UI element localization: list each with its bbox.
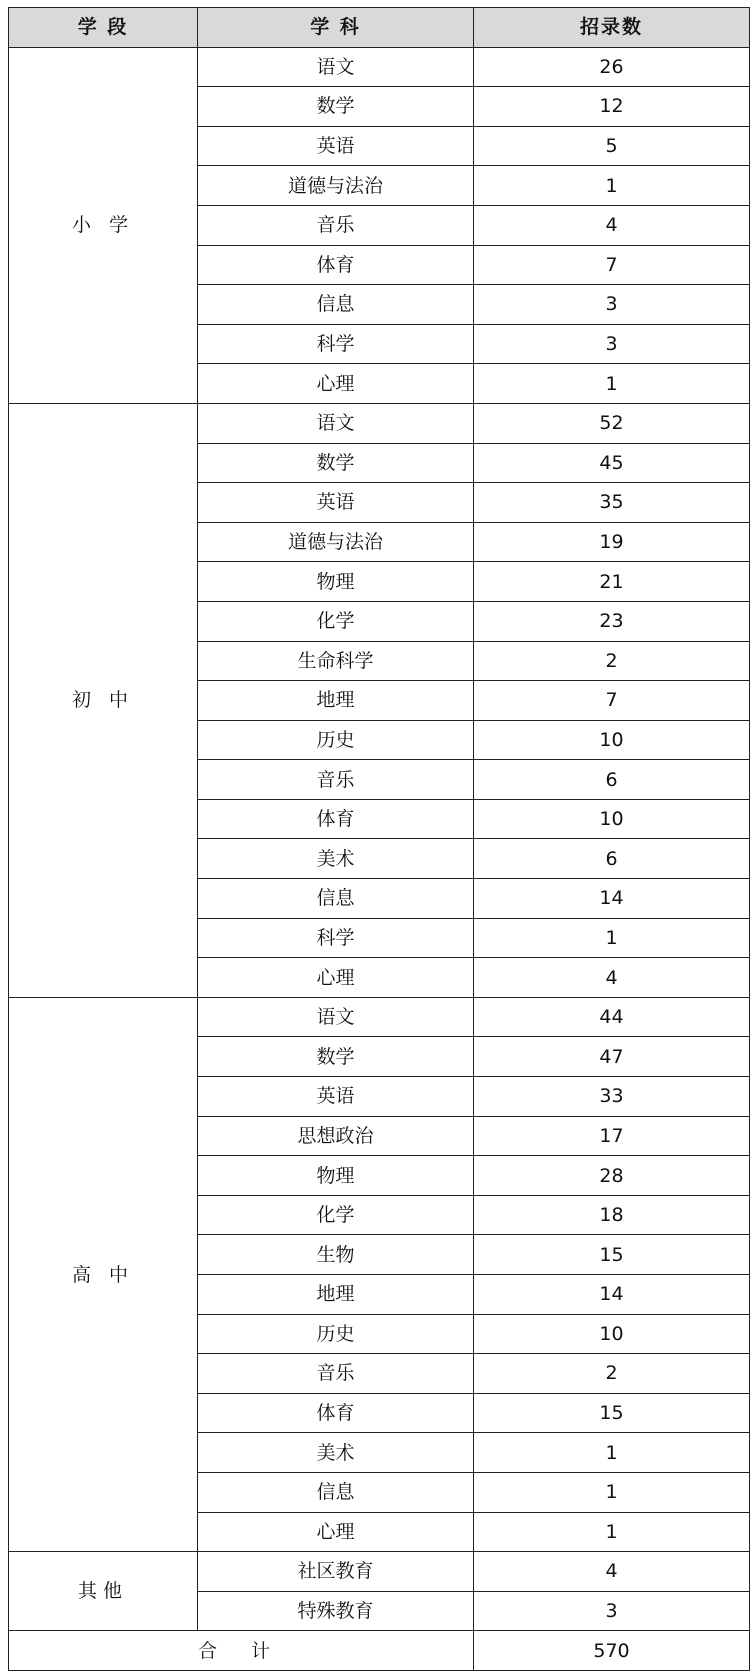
count-cell: 21: [474, 562, 750, 602]
count-cell: 4: [474, 205, 750, 245]
header-row: [9, 8, 750, 48]
total-row: [9, 1631, 750, 1671]
count-cell: 15: [474, 1235, 750, 1275]
count-cell: 4: [474, 1552, 750, 1592]
subject-cell: 地理: [198, 1275, 474, 1315]
subject-cell: 化学: [198, 601, 474, 641]
subject-cell: 科学: [198, 918, 474, 958]
subject-cell: 数学: [198, 443, 474, 483]
subject-cell: 英语: [198, 483, 474, 523]
count-cell: 52: [474, 403, 750, 443]
subject-cell: 数学: [198, 87, 474, 127]
table-body: [9, 47, 750, 1631]
subject-cell: 生命科学: [198, 641, 474, 681]
count-cell: 26: [474, 47, 750, 87]
subject-cell: 化学: [198, 1195, 474, 1235]
count-cell: 14: [474, 879, 750, 919]
subject-cell: 信息: [198, 285, 474, 325]
count-cell: 1: [474, 166, 750, 206]
total-label: 合 计: [9, 1631, 474, 1671]
subject-cell: 道德与法治: [198, 522, 474, 562]
count-cell: 14: [474, 1275, 750, 1315]
count-cell: 35: [474, 483, 750, 523]
subject-cell: 心理: [198, 1512, 474, 1552]
count-cell: 33: [474, 1077, 750, 1117]
subject-cell: 音乐: [198, 205, 474, 245]
stage-cell: 高 中: [9, 997, 198, 1551]
count-cell: 23: [474, 601, 750, 641]
count-cell: 6: [474, 760, 750, 800]
recruitment-table: [8, 7, 750, 1671]
count-cell: 1: [474, 364, 750, 404]
count-cell: 15: [474, 1393, 750, 1433]
subject-cell: 心理: [198, 364, 474, 404]
count-cell: 7: [474, 681, 750, 721]
count-cell: 10: [474, 799, 750, 839]
subject-cell: 历史: [198, 720, 474, 760]
subject-cell: 地理: [198, 681, 474, 721]
stage-cell: 小 学: [9, 47, 198, 403]
table-row: [9, 403, 750, 443]
count-cell: 2: [474, 641, 750, 681]
count-cell: 10: [474, 720, 750, 760]
count-cell: 5: [474, 126, 750, 166]
subject-cell: 语文: [198, 47, 474, 87]
count-cell: 12: [474, 87, 750, 127]
subject-cell: 物理: [198, 1156, 474, 1196]
subject-cell: 体育: [198, 245, 474, 285]
count-cell: 10: [474, 1314, 750, 1354]
subject-cell: 英语: [198, 126, 474, 166]
subject-cell: 思想政治: [198, 1116, 474, 1156]
subject-cell: 信息: [198, 1472, 474, 1512]
subject-cell: 道德与法治: [198, 166, 474, 206]
count-cell: 3: [474, 324, 750, 364]
subject-cell: 语文: [198, 403, 474, 443]
subject-cell: 美术: [198, 839, 474, 879]
subject-cell: 信息: [198, 879, 474, 919]
header-subject: 学 科: [198, 8, 474, 48]
stage-cell: 其他: [9, 1552, 198, 1631]
subject-cell: 英语: [198, 1077, 474, 1117]
subject-cell: 历史: [198, 1314, 474, 1354]
subject-cell: 体育: [198, 1393, 474, 1433]
count-cell: 1: [474, 1433, 750, 1473]
header-stage: 学 段: [9, 8, 198, 48]
table-row: [9, 997, 750, 1037]
count-cell: 1: [474, 918, 750, 958]
subject-cell: 音乐: [198, 1354, 474, 1394]
subject-cell: 美术: [198, 1433, 474, 1473]
table-row: [9, 1552, 750, 1592]
subject-cell: 物理: [198, 562, 474, 602]
subject-cell: 特殊教育: [198, 1591, 474, 1631]
subject-cell: 体育: [198, 799, 474, 839]
subject-cell: 语文: [198, 997, 474, 1037]
count-cell: 19: [474, 522, 750, 562]
subject-cell: 数学: [198, 1037, 474, 1077]
subject-cell: 生物: [198, 1235, 474, 1275]
subject-cell: 社区教育: [198, 1552, 474, 1592]
stage-cell: 初 中: [9, 403, 198, 997]
header-count: 招录数: [474, 8, 750, 48]
count-cell: 47: [474, 1037, 750, 1077]
table-row: [9, 47, 750, 87]
count-cell: 4: [474, 958, 750, 998]
subject-cell: 音乐: [198, 760, 474, 800]
count-cell: 3: [474, 1591, 750, 1631]
total-count: 570: [474, 1631, 750, 1671]
subject-cell: 心理: [198, 958, 474, 998]
count-cell: 2: [474, 1354, 750, 1394]
count-cell: 28: [474, 1156, 750, 1196]
count-cell: 6: [474, 839, 750, 879]
count-cell: 17: [474, 1116, 750, 1156]
count-cell: 1: [474, 1512, 750, 1552]
count-cell: 1: [474, 1472, 750, 1512]
count-cell: 45: [474, 443, 750, 483]
count-cell: 18: [474, 1195, 750, 1235]
count-cell: 3: [474, 285, 750, 325]
count-cell: 44: [474, 997, 750, 1037]
subject-cell: 科学: [198, 324, 474, 364]
count-cell: 7: [474, 245, 750, 285]
